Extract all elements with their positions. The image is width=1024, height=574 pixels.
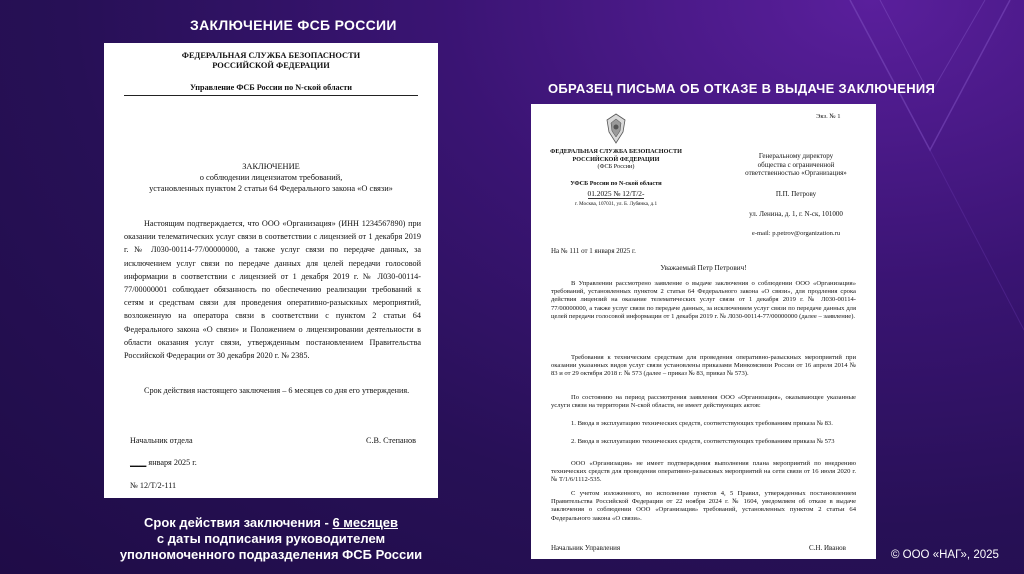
document-date: января 2025 г.	[146, 458, 197, 467]
document-number: № 12/Т/2-111	[130, 481, 177, 490]
recipient-address: ул. Ленина, д. 1, г. N-ск, 101000	[749, 210, 843, 218]
document-subtitle-1: о соблюдении лицензиатом требований,	[199, 173, 343, 182]
caption-highlight: 6 месяцев	[332, 515, 398, 530]
recipient-name: П.П. Петрову	[775, 190, 817, 198]
copyright-notice: © ООО «НАГ», 2025	[891, 549, 999, 561]
validity-statement: Срок действия настоящего заключения – 6 месяцев со дня его утверждения.	[144, 386, 410, 395]
letter-paragraph-7: С учетом изложенного, во исполнение пунктов 4, 5 Правил, утвержденных постановлением Правительства Российской Федерации от 22 ноября 2024 г. № 1604, уведомляем об отказе в выдаче заключения о соблюдении ООО «Организация» требований, установленных пунктом 2 статьи 64 Федерального закона «О связи».	[551, 490, 856, 522]
outgoing-number: 01.2025 № 12/Т/2-	[587, 189, 645, 198]
signer-name: С.Н. Иванов	[809, 544, 846, 552]
org-line-2: РОССИЙСКОЙ ФЕДЕРАЦИИ	[572, 155, 660, 163]
header-divider	[124, 95, 418, 96]
document-title: ЗАКЛЮЧЕНИЕ	[242, 162, 300, 171]
org-line-1: ФЕДЕРАЛЬНАЯ СЛУЖБА БЕЗОПАСНОСТИ	[181, 51, 361, 60]
org-line-1: ФЕДЕРАЛЬНАЯ СЛУЖБА БЕЗОПАСНОСТИ	[550, 148, 682, 155]
signer-title: Начальник Управления	[551, 544, 621, 552]
caption-line-3: уполномоченного подразделения ФСБ России	[119, 547, 423, 562]
letter-paragraph-3: По состоянию на период рассмотрения заявления ООО «Организация», оказывающее указанные услуги связи на территории N-ской области, не имеет действующих актов:	[551, 394, 856, 410]
reference-line: На № 111 от 1 января 2025 г.	[551, 247, 636, 255]
letter-paragraph-5: 2. Ввода в эксплуатацию технических средств, соответствующих требованиям приказа № 573	[571, 438, 835, 445]
org-line-3: (ФСБ России)	[597, 163, 635, 170]
conclusion-body: Настоящим подтверждается, что ООО «Организация» (ИНН 1234567890) при оказании телематических услуг связи в соответствии с лицензией от 1 декабря 2019 г. № Л030-00114-77/00000000, а также услуг связи по передаче данных, за исключением услуг связи по передаче данных для целей передачи голосовой информации в соответствии с лицензией от 1 декабря 2019 г. № Л030-00114-77/00000001 соблюдает обязанность по обеспечению реализации требований к сетям и средствам связи для проведения оперативно-разыскных мероприятий, возложенную на оператора связи в соответствии с пунктом 2 статьи 64 Федерального закона «О связи» и Положением о лицензировании деятельности в области оказания услуг связи, утвержденным постановлением Правительства Российской Федерации от 30 декабря 2020 г. № 2385.	[124, 219, 421, 361]
letter-paragraph-6: ООО «Организация» не имеет подтверждения выполнения плана мероприятий по внедрению технических средств для проведения оперативно-разыскных мероприятий на сети связи от 16 июля 2020 г. № Т/1/6/1112-535.	[551, 460, 856, 484]
document-subtitle-2: установленных пунктом 2 статьи 64 Федерального закона «О связи»	[149, 184, 393, 193]
right-section-title: ОБРАЗЕЦ ПИСЬМА ОБ ОТКАЗЕ В ВЫДАЧЕ ЗАКЛЮЧЕНИЯ	[548, 81, 936, 96]
refusal-letter-document	[531, 104, 876, 559]
date-blank: ____	[130, 458, 147, 467]
greeting: Уважаемый Петр Петрович!	[660, 264, 747, 272]
letter-paragraph-4: 1. Ввода в эксплуатацию технических средств, соответствующих требованиям приказа № 83.	[571, 420, 833, 427]
recipient-email: e-mail: p.petrov@organization.ru	[751, 230, 841, 237]
letter-paragraph-2: Требования к техническим средствам для проведения оперативно-разыскных мероприятий при оказании указанных видов услуг связи установлены приказами Минкомсвязи России от 16 апреля 2014 № 83 и от 29 октября 2018 г. № 573 (далее – приказ № 83, приказ № 573).	[551, 354, 856, 378]
copy-number: Экз. № 1	[816, 113, 841, 120]
recipient-line-2: общества с ограниченной	[757, 160, 835, 169]
recipient-line-3: ответственностью «Организация»	[745, 169, 847, 177]
fsb-conclusion-document	[104, 43, 438, 498]
left-section-title: ЗАКЛЮЧЕНИЕ ФСБ РОССИИ	[190, 17, 397, 33]
caption-line-2: с даты подписания руководителем	[156, 531, 386, 546]
validity-caption	[104, 515, 438, 563]
department-name: УФСБ России по N-ской области	[570, 180, 662, 187]
caption-line-1: Срок действия заключения -	[144, 515, 333, 530]
department-name: Управление ФСБ России по N-ской области	[189, 83, 353, 92]
recipient-line-1: Генеральному директору	[758, 152, 834, 160]
signer-title: Начальник отдела	[130, 436, 193, 445]
org-line-2: РОССИЙСКОЙ ФЕДЕРАЦИИ	[212, 61, 330, 70]
sender-address: г. Москва, 107031, ул. Б. Лубянка, д.1	[574, 201, 658, 207]
letter-paragraph-1: В Управлении рассмотрено заявление о выдаче заключения о соблюдении ООО «Организация» требований, установленных пунктом 2 статьи 64 Федерального закона «О связи», для продления срока действия лицензий на оказание телематических услуг связи от 1 декабря 2019 г. № Л030-00114-77/00000000, а также услуг связи по передаче данных, за исключением услуг связи по передаче данных для целей передачи голосовой информации от 1 декабря 2019 г. № Л030-00114-77/00000000 (далее – заявление).	[551, 280, 856, 320]
signer-name: С.В. Степанов	[366, 436, 416, 445]
fsb-emblem-icon	[603, 112, 629, 146]
